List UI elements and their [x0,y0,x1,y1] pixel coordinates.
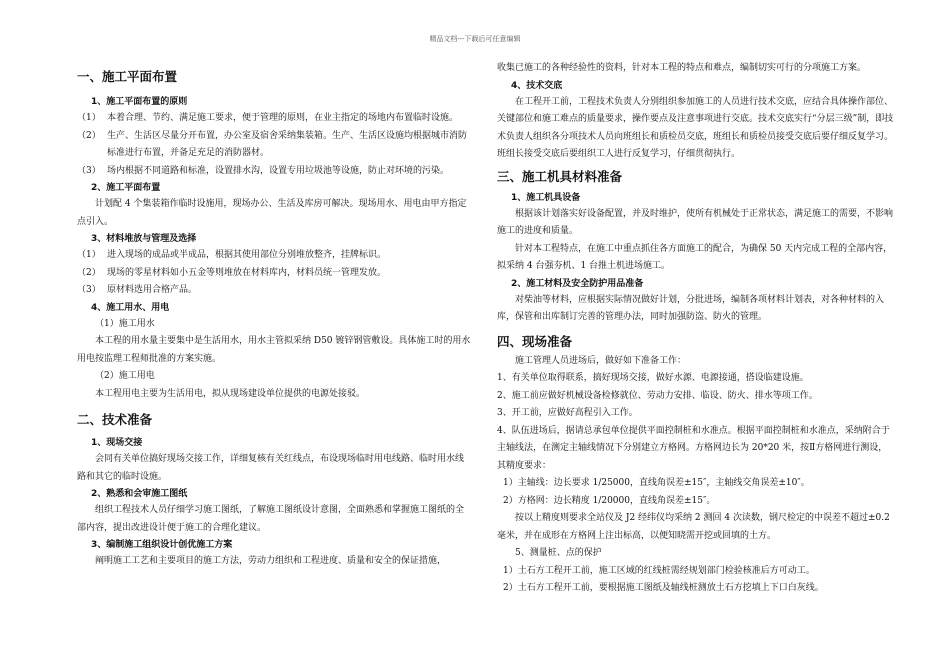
subitem-label: （2）施工用电 [95,371,155,381]
section-title: 二、技术准备 [77,412,153,427]
item-number: （2） [77,267,101,278]
paragraph: 阐明施工工艺和主要项目的施工方法，劳动力组织和工程进度、质量和安全的保证措施， [95,556,447,566]
list-item: 1、有关单位取得联系，搞好现场交接，做好水源、电源接通，搭设临建设施。 [497,373,809,383]
subsection-title: 3、材料堆放与管理及选择 [91,234,197,244]
paragraph: 组织工程技术人员仔细学习施工图纸，了解施工图纸设计意图，全面熟悉和掌握施工图纸的全部内容，提出改进设计便于施工的合理化建议。 [77,505,465,533]
paragraph: 计划配 4 个集装箱作临时设施用，现场办公、生活及库房可解决。现场用水、用电由甲方指定点引入。 [77,199,467,227]
paragraph: 对柴油等材料，应根据实际情况做好计划，分批进场，编制各项材料计划表，对各种材料的入库，保管和出库制订完善的管理办法，同时加强防盗、防火的管理。 [497,294,885,322]
subsection-title: 1、施工机具设备 [511,192,581,203]
section-title: 四、现场准备 [497,333,573,349]
paragraph: 在工程开工前，工程技术负责人分别组织参加施工的人员进行技术交底，应结合具体操作部位、关键部位和施工难点的质量要求，操作要点及注意事项进行交底。技术交底实行“分层三级”制，即技术负责人组织各分项技术人员向班组长和质检员交底，班组长和质检员接受交底后要仔细反复学习。班组长接受交底后要组织工人进行反复学习，仔细贯彻执行。 [497,96,894,159]
right-column [497,60,895,598]
list-item [77,128,472,163]
paragraph: 按以上精度则要求全站仪及 J2 经纬仪均采纳 2 测回 4 次读数，钢尺检定的中误差不超过±0.2 毫米，并在成形在方格网上注出标高，以便知晓需开挖或回填的土方。 [497,513,890,541]
page-header: 精品文档---下载后可任意编辑 [429,35,521,43]
section-title: 三、施工机具材料准备 [497,168,623,184]
list-item [77,282,472,300]
list-subitem: 2）土石方工程开工前，要根据施工图纸及轴线桩测放土石方挖填上下口白灰线。 [503,583,824,593]
section-title: 一、施工平面布置 [77,69,178,84]
list-item [77,247,472,265]
item-text: 原材料选用合格产品。 [107,285,198,295]
list-item: 2、施工前应做好机械设备检修就位、劳动力安排、临设、防火、排水等项工作。 [497,390,818,401]
list-subitem: 1）主轴线：边长要求 1/25000，直线角误差±15″，主轴线交角误差±10″。 [503,478,810,488]
subsection-title: 3、编制施工组织设计创优施工方案 [91,540,233,550]
item-text: 本着合理、节约、满足施工要求，便于管理的原则，在业主指定的场地内布置临时设施。 [107,113,459,123]
paragraph: 会同有关单位搞好现场交接工作，详细复核有关红线点，布设现场临时用电线路、临时用水线路和其它的临时设施。 [77,454,465,482]
list-item: 4、队伍进场后，据请总承包单位提供平面控制桩和水准点。根据平面控制桩和水准点，采纳附合于主轴线法，在测定主轴线情况下分别建立方格网。方格网边长为 20*20 米，按Ⅱ方格网进行测设，其精度要求： [497,425,890,471]
list-item: 5、测量桩、点的保护 [515,548,602,558]
item-text: 场内根据不同道路和标准，设置排水沟，设置专用垃圾池等设施，防止对环境的污染。 [107,165,450,176]
list-item [77,163,472,181]
subsection-title: 1、现场交接 [91,438,143,448]
item-text: 进入现场的成品或半成品，根据其使用部位分别堆放整齐，挂牌标识。 [107,250,387,260]
list-item: 3、开工前，应做好高程引入工作。 [497,408,638,418]
subsection-title: 2、施工平面布置 [91,183,161,193]
paragraph: 施工管理人员进场后，做好如下准备工作： [515,355,687,366]
item-number: （1） [77,113,101,123]
paragraph: 针对本工程特点，在施工中重点抓住各方面施工的配合，为确保 50 天内完成工程的全部内容，拟采纳 4 台强夯机、1 台推土机进场施工。 [497,243,893,271]
list-subitem: 1）土石方工程开工前，施工区域的红线桩需经规划部门检验核准后方可动工。 [503,565,815,576]
paragraph: 根据该计划落实好设备配置，并及时维护，使所有机械处于正常状态，满足施工的需要，不影响施工的进度和质量。 [497,208,894,236]
subsection-title: 4、技术交底 [511,80,563,91]
paragraph: 本工程的用水量主要集中是生活用水，用水主管拟采纳 D50 镀锌钢管敷设。具体施工时的用水用电按监理工程师批准的方案实施。 [77,336,471,364]
item-number: （3） [77,165,101,176]
item-number: （1） [77,250,101,260]
list-item [77,265,472,283]
subsection-title: 2、施工材料及安全防护用品准备 [511,278,644,289]
subsection-title: 4、施工用水、用电 [91,302,170,313]
left-column [77,60,472,571]
item-text: 现场的零星材料如小五金等则堆放在材料库内，材料员统一管理发放。 [107,267,387,278]
list-item [77,110,472,128]
subsection-title: 1、施工平面布置的原则 [91,97,188,107]
list-subitem: 2）方格网：边长精度 1/20000，直线角误差±15″。 [503,495,716,506]
item-number: （2） [77,130,101,141]
subitem-label: （1）施工用水 [95,318,155,329]
paragraph: 本工程用电主要为生活用电，拟从现场建设单位提供的电源处接驳。 [95,388,366,399]
item-text: 生产、生活区尽量分开布置，办公室及宿舍采纳集装箱。生产、生活区设施均根据城市消防标准进行布置，并备足充足的消防器材。 [107,130,468,158]
paragraph: 收集已施工的各种经验性的资料，针对本工程的特点和难点，编制切实可行的分项施工方案。 [497,63,867,73]
item-number: （3） [77,285,101,295]
subsection-title: 2、熟悉和会审施工图纸 [91,489,188,499]
